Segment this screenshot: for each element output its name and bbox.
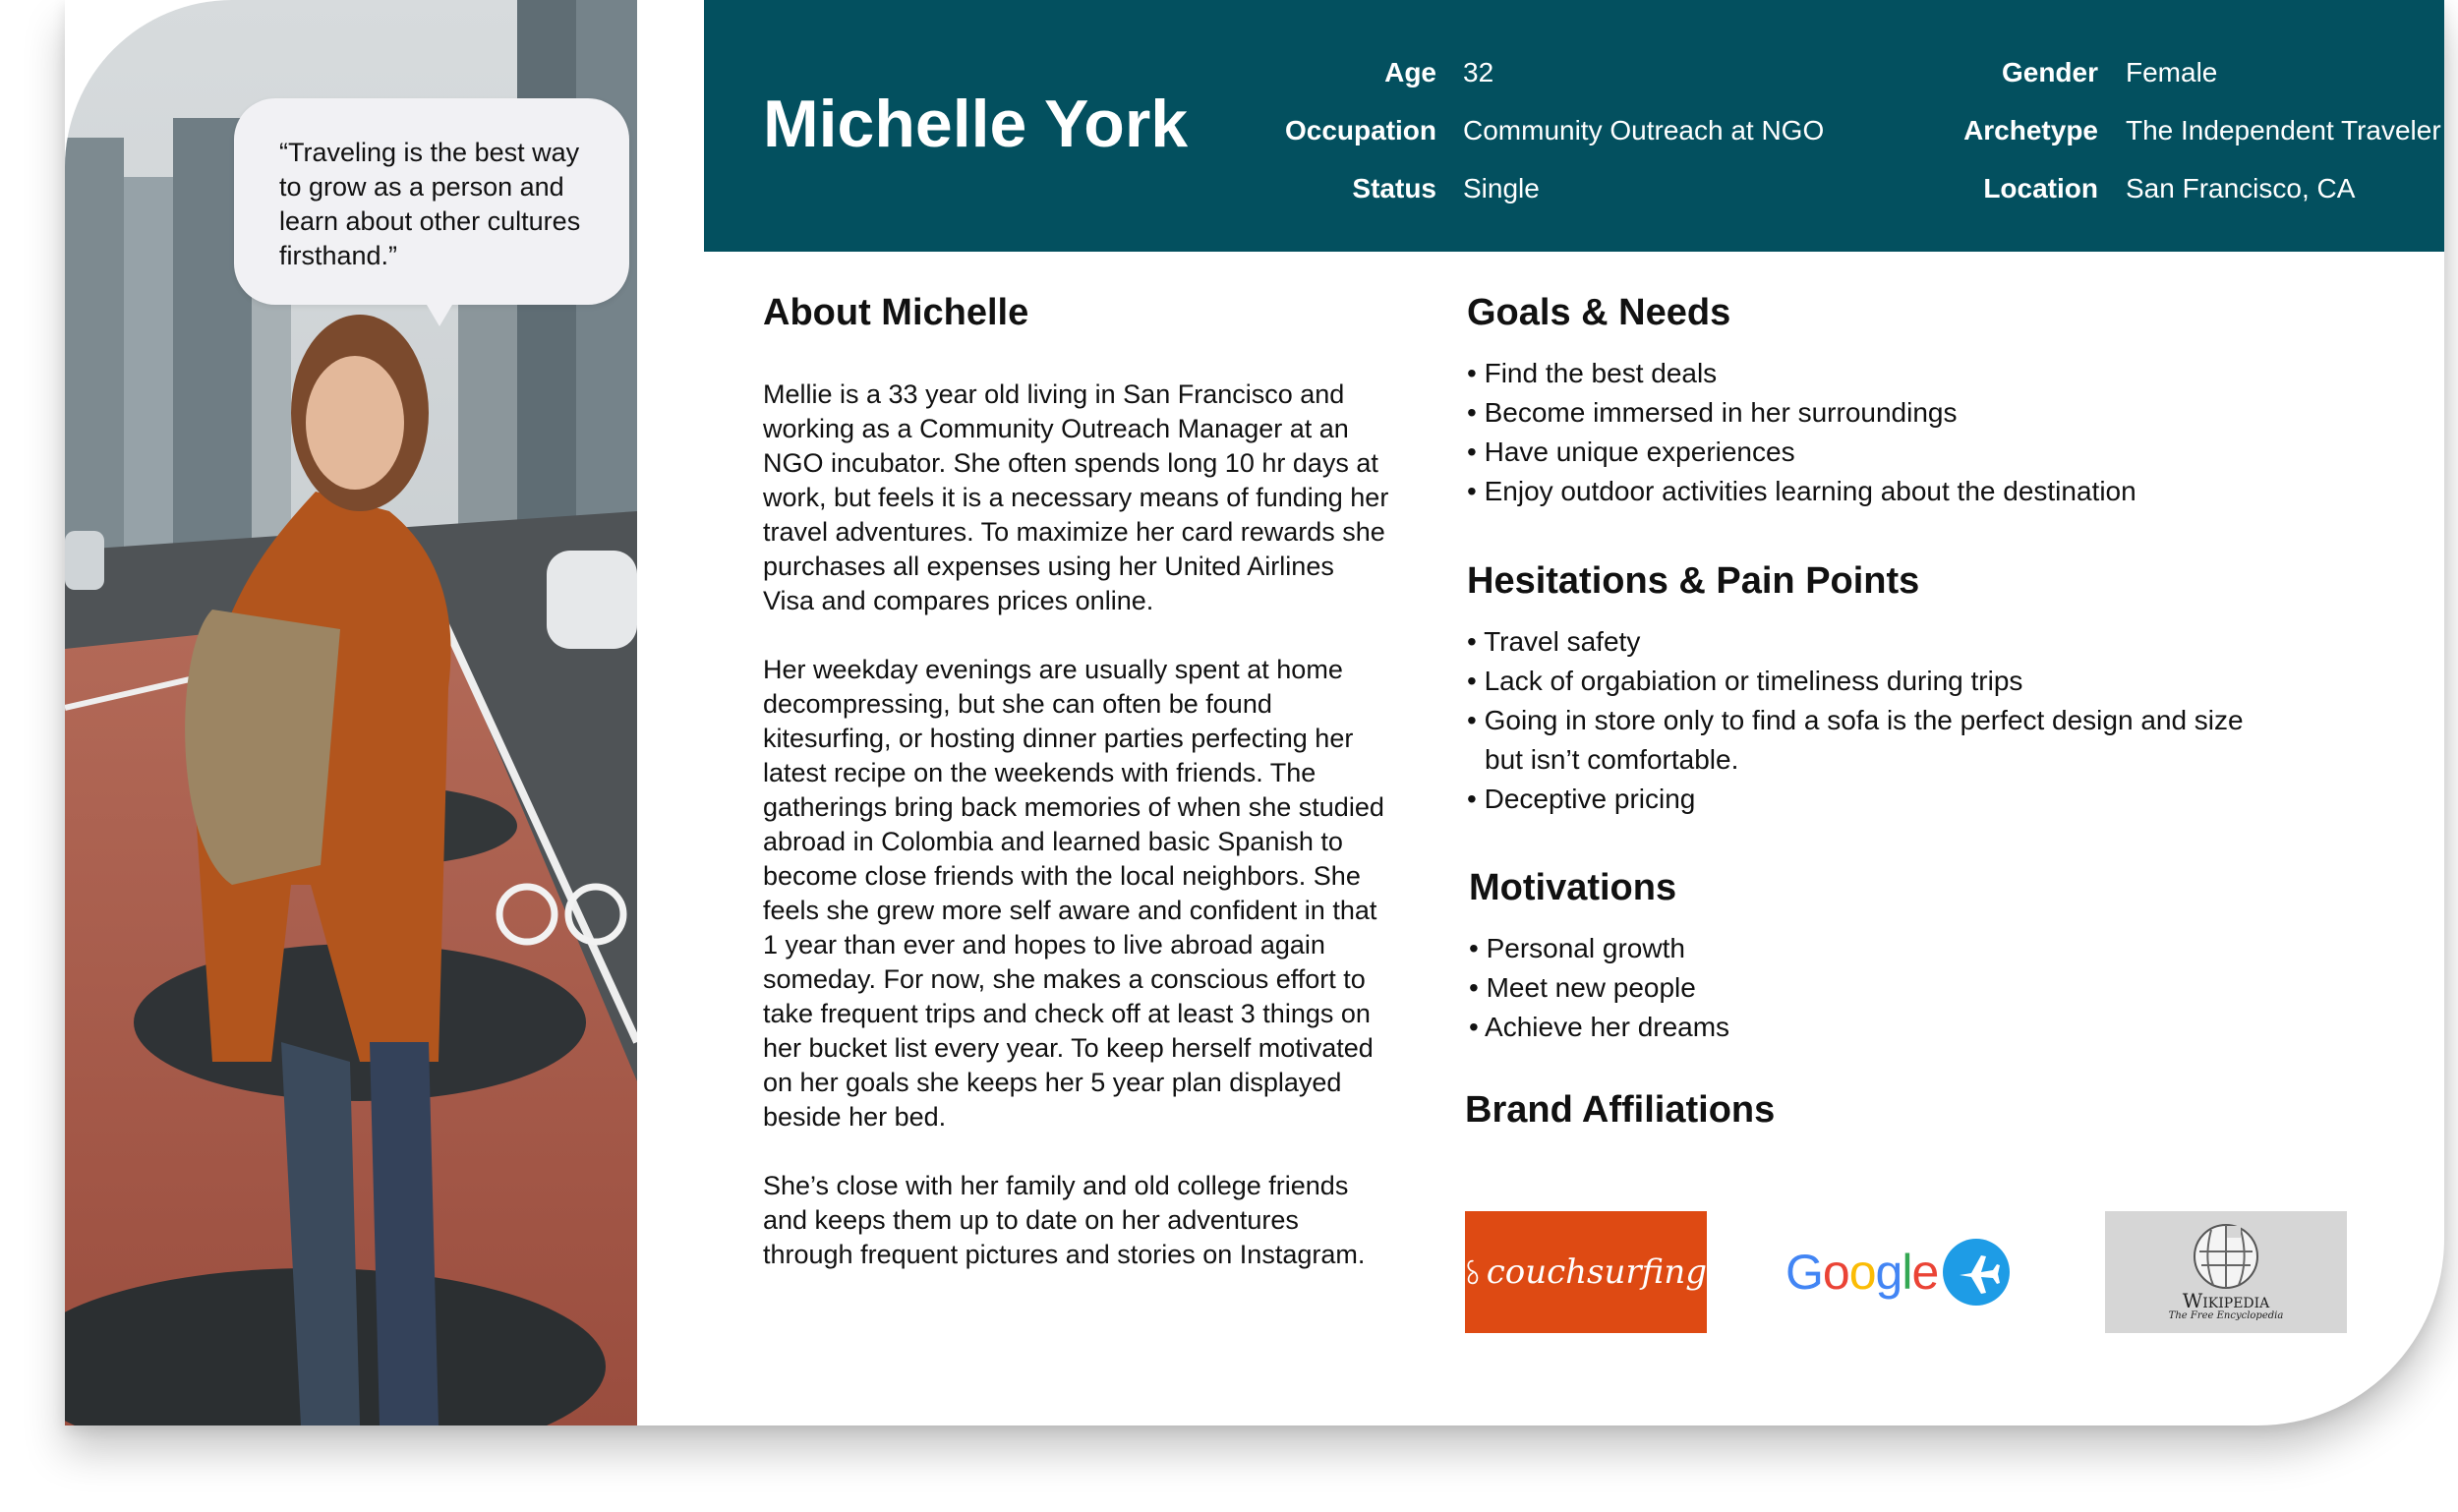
about-paragraph: Mellie is a 33 year old living in San Francisco and working as a Community Outreach Manager at an NGO incubator. She often spends long 10 hr days at work, but feels it is a necessary means of funding her travel adventures. To maximize her card rewards she purchases all expenses using her United Airlines Visa and compares prices online. (763, 379, 1389, 615)
persona-quote: “Traveling is the best way to grow as a person and learn about other cultures firsthand.” (279, 138, 581, 270)
wikipedia-tagline: The Free Encyclopedia (2168, 1310, 2284, 1321)
status-label: Status (1352, 173, 1436, 204)
pain-points-heading: Hesitations & Pain Points (1467, 560, 1920, 602)
goals-list (1467, 354, 2312, 511)
about-paragraph: Her weekday evenings are usually spent at home decompressing, but she can often be found kitesurfing, or hosting dinner parties perfecting her latest recipe on the weekends with friends. The gatherings bring back memories of when she studied abroad in Colombia and learned basic Spanish to become close friends with the local neighbors. She feels she grew more self aware and confident in that 1 year than ever and hopes to live abroad again someday. For now, she makes a conscious effort to take frequent trips and check off at least 3 things on her bucket list every year. To keep herself motivated on her goals she keeps her 5 year plan displayed beside her bed. (763, 655, 1384, 1132)
list-item: • Going in store only to find a sofa is the perfect design and size but isn’t comfortable. (1467, 701, 2273, 780)
archetype-label: Archetype (1963, 115, 2098, 145)
persona-card (65, 0, 2444, 1425)
couchsurfing-mark-icon (1465, 1241, 1481, 1304)
google-letter: e (1911, 1245, 1939, 1300)
google-letter: G (1785, 1245, 1823, 1300)
list-item: • Enjoy outdoor activities learning about the destination (1467, 472, 2312, 511)
list-item: • Meet new people (1469, 968, 2314, 1008)
list-item: • Travel safety (1467, 622, 2273, 662)
google-wordmark (1785, 1244, 1938, 1301)
list-item: • Achieve her dreams (1469, 1008, 2314, 1047)
google-letter: o (1822, 1245, 1849, 1300)
list-item: • Personal growth (1469, 929, 2314, 968)
list-item: • Have unique experiences (1467, 433, 2312, 472)
google-letter: o (1848, 1245, 1876, 1300)
location-value: San Francisco, CA (2126, 173, 2356, 204)
list-item: • Become immersed in her surroundings (1467, 393, 2312, 433)
archetype-value: The Independent Traveler (2126, 115, 2441, 145)
about-text (763, 378, 1392, 1307)
occupation-value: Community Outreach at NGO (1463, 115, 1825, 145)
age-value: 32 (1463, 57, 1494, 87)
gender-value: Female (2126, 57, 2218, 87)
goals-heading: Goals & Needs (1467, 292, 1731, 333)
age-label: Age (1384, 57, 1436, 87)
wikipedia-logo (2105, 1211, 2347, 1333)
about-paragraph: She’s close with her family and old college friends and keeps them up to date on her adventures through frequent pictures and stories on Instagram. (763, 1171, 1366, 1269)
about-heading: About Michelle (763, 292, 1029, 333)
persona-header (704, 0, 2444, 252)
couchsurfing-wordmark: couchsurfing (1486, 1252, 1707, 1292)
list-item: • Find the best deals (1467, 354, 2312, 393)
motivations-heading: Motivations (1469, 867, 1677, 908)
couchsurfing-logo (1465, 1211, 1707, 1333)
status-value: Single (1463, 173, 1540, 204)
gender-label: Gender (2001, 57, 2098, 87)
location-label: Location (1983, 173, 2098, 204)
puzzle-globe-icon (2192, 1222, 2260, 1291)
airplane-icon (1942, 1238, 2011, 1307)
quote-bubble (234, 98, 629, 305)
brands-heading: Brand Affiliations (1465, 1089, 1776, 1131)
wikipedia-wordmark: Wikipedia (2182, 1289, 2270, 1312)
google-letter: g (1875, 1245, 1902, 1300)
motivations-list (1469, 929, 2314, 1047)
occupation-label: Occupation (1284, 115, 1436, 145)
pain-points-list (1467, 622, 2273, 819)
google-flights-logo (1785, 1211, 2021, 1333)
google-letter: l (1902, 1245, 1912, 1300)
persona-name: Michelle York (763, 87, 1189, 161)
list-item: • Lack of orgabiation or timeliness during trips (1467, 662, 2273, 701)
list-item: • Deceptive pricing (1467, 780, 2273, 819)
